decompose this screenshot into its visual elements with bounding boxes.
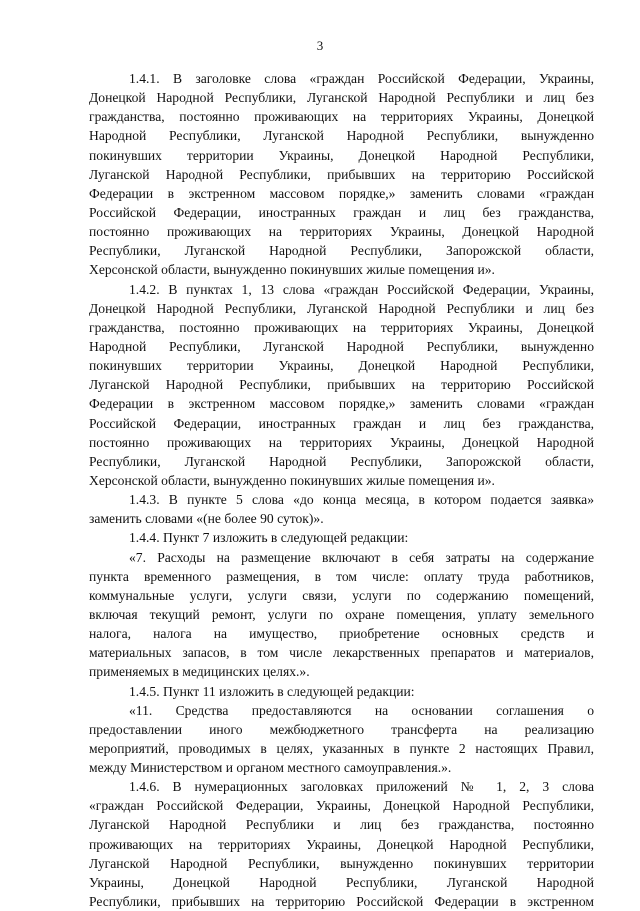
text-line: включая текущий ремонт, услуги по охране помещения, уплату земельного (89, 606, 594, 622)
text-line: покинувших территории Украины, Донецкой Народной Республики, (89, 358, 594, 374)
text-line: Федерации в экстренном массовом порядке,» заменить словами «граждан (89, 396, 594, 412)
text-line: 1.4.3. В пункте 5 слова «до конца месяца, в котором подается заявка» (129, 492, 594, 508)
text-line: Донецкой Народной Республики, Луганской Народной Республики и лиц без (89, 90, 594, 106)
text-line: Российской Федерации, иностранных граждан и лиц без гражданства, (89, 204, 594, 220)
text-line: Народной Республики, Луганской Народной Республики, вынужденно (89, 338, 594, 354)
text-line: Республики, Луганской Народной Республики, Запорожской области, (89, 243, 594, 259)
text-line: постоянно проживающих на территориях Украины, Донецкой Народной (89, 434, 594, 450)
text-line: постоянно проживающих на территориях Украины, Донецкой Народной (89, 224, 594, 240)
text-line: Народной Республики, Луганской Народной Республики, вынужденно (89, 128, 594, 144)
text-line: 1.4.6. В нумерационных заголовках приложений № 1, 2, 3 слова (129, 779, 594, 795)
page-number: 3 (316, 38, 324, 53)
text-line: 1.4.4. Пункт 7 изложить в следующей редакции: (129, 530, 409, 546)
text-line: 1.4.2. В пунктах 1, 13 слова «граждан Российской Федерации, Украины, (129, 281, 594, 297)
text-line: пункта временного размещения, в том числе: оплату труда работников, (89, 568, 594, 584)
text-line: Российской Федерации, иностранных граждан и лиц без гражданства, (89, 415, 594, 431)
text-line: Федерации в экстренном массовом порядке,» заменить словами «граждан (89, 185, 594, 201)
text-line: применяемых в медицинских целях.». (89, 664, 310, 680)
text-line: «11. Средства предоставляются на основании соглашения о (129, 702, 594, 718)
text-line: Херсонской области, вынужденно покинувших жилые помещения и». (89, 472, 495, 488)
text-line: Донецкой Народной Республики, Луганской Народной Республики и лиц без (89, 300, 594, 316)
text-line: покинувших территории Украины, Донецкой Народной Республики, (89, 147, 594, 163)
text-line: Луганской Народной Республики, прибывших на территорию Российской (89, 166, 594, 182)
text-line: налога, налога на имущество, приобретение основных средств и (89, 626, 594, 642)
text-line: предоставлении иного межбюджетного трансферта на реализацию (89, 721, 594, 737)
text-line: «7. Расходы на размещение включают в себя затраты на содержание (129, 549, 594, 565)
text-line: гражданства, постоянно проживающих на территориях Украины, Донецкой (89, 109, 594, 125)
text-line: Луганской Народной Республики, прибывших на территорию Российской (89, 377, 594, 393)
document-body (89, 69, 594, 911)
text-line: гражданства, постоянно проживающих на территориях Украины, Донецкой (89, 319, 594, 335)
text-line: 1.4.1. В заголовке слова «граждан Российской Федерации, Украины, (129, 71, 594, 86)
text-line: Украины, Донецкой Народной Республики, Луганской Народной (89, 874, 594, 890)
text-line: Херсонской области, вынужденно покинувших жилые помещения и». (89, 262, 495, 278)
text-line: Луганской Народной Республики и лиц без гражданства, постоянно (89, 817, 594, 833)
text-line: заменить словами «(не более 90 суток)». (89, 511, 324, 527)
text-line: проживающих на территориях Украины, Донецкой Народной Республики, (89, 836, 594, 852)
text-line: мероприятий, проводимых в целях, указанных в пункте 2 настоящих Правил, (89, 740, 594, 756)
text-line: материальных запасов, в том числе лекарственных препаратов и материалов, (89, 645, 594, 661)
text-line: Республики, Луганской Народной Республики, Запорожской области, (89, 453, 594, 469)
text-line: коммунальные услуги, услуги связи, услуги по содержанию помещений, (89, 587, 594, 603)
text-line: между Министерством и органом местного самоуправления.». (89, 760, 452, 776)
text-line: «граждан Российской Федерации, Украины, Донецкой Народной Республики, (89, 798, 594, 814)
text-line: Республики, прибывших на территорию Российской Федерации в экстренном (89, 894, 594, 910)
text-line: Луганской Народной Республики, вынужденно покинувших территории (89, 855, 594, 871)
text-line: 1.4.5. Пункт 11 изложить в следующей редакции: (129, 683, 415, 699)
